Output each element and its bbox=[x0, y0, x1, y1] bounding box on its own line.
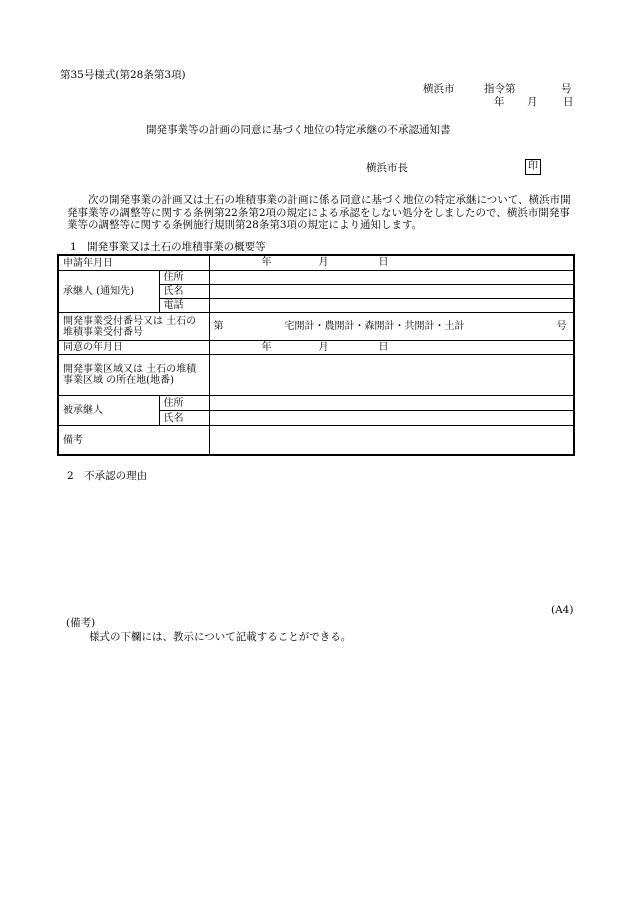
predecessor-label: 被承継人 bbox=[58, 396, 159, 426]
section2-heading: 2 不承認の理由 bbox=[67, 470, 148, 482]
notice-body-text: 次の開発事業の計画又は土石の堆積事業の計画に係る同意に基づく地位の特定承継について、横浜市開発事業等の調整等に関する条例第22条第2項の規定による承認をしない処分をしましたので、横浜市開発事業等の調整等に関する条例施行規則第28条第3項の規定により通知します。 bbox=[67, 194, 571, 231]
successor-label: 承継人 (通知先) bbox=[58, 271, 159, 313]
table-row bbox=[58, 355, 574, 396]
directive-number-suffix: 号 bbox=[561, 83, 572, 95]
receipt-number-suffix: 号 bbox=[556, 321, 567, 332]
remarks-heading: (備考) bbox=[66, 617, 96, 629]
consent-date-month: 月 bbox=[318, 342, 329, 353]
consent-date-label: 同意の年月日 bbox=[58, 341, 209, 355]
table-row bbox=[58, 271, 574, 285]
issue-date-month: 月 bbox=[527, 96, 538, 108]
directive-number-prefix: 指令第 bbox=[484, 83, 516, 95]
successor-phone-value bbox=[209, 299, 574, 313]
application-date-cell bbox=[209, 255, 574, 271]
successor-address-value bbox=[209, 271, 574, 285]
notes-value bbox=[209, 426, 574, 456]
form-number: 第35号様式(第28条第3項) bbox=[60, 69, 186, 81]
issue-date-day: 日 bbox=[563, 96, 574, 108]
predecessor-name-label: 氏名 bbox=[159, 411, 209, 426]
overview-table bbox=[57, 254, 575, 456]
application-date-year: 年 bbox=[261, 257, 272, 268]
predecessor-name-value bbox=[209, 411, 574, 426]
remarks-text: 様式の下欄には、教示について記載することができる。 bbox=[89, 631, 352, 643]
table-row bbox=[58, 313, 574, 341]
application-date-day: 日 bbox=[378, 257, 389, 268]
table-row bbox=[58, 255, 574, 271]
table-row bbox=[58, 426, 574, 456]
successor-name-label: 氏名 bbox=[159, 285, 209, 299]
receipt-number-label: 開発事業受付番号又は 土石の堆積事業受付番号 bbox=[58, 313, 209, 341]
table-row bbox=[58, 341, 574, 355]
table-row bbox=[58, 396, 574, 411]
receipt-number-cell bbox=[209, 313, 574, 341]
mayor-label: 横浜市長 bbox=[366, 162, 408, 174]
area-location-label: 開発事業区域又は 土石の堆積事業区域 の所在地(地番) bbox=[58, 355, 209, 396]
area-location-value bbox=[209, 355, 574, 396]
predecessor-address-value bbox=[209, 396, 574, 411]
consent-date-day: 日 bbox=[378, 342, 389, 353]
receipt-number-categories: 宅開計・農開計・森開計・共開計・土計 bbox=[284, 321, 465, 332]
paper-size-label: (A4) bbox=[551, 604, 574, 616]
consent-date-year: 年 bbox=[261, 342, 272, 353]
document-title: 開発事業等の計画の同意に基づく地位の特定承継の不承認通知書 bbox=[146, 124, 451, 136]
issue-date-year: 年 bbox=[494, 96, 505, 108]
section1-heading: 1 開発事業又は土石の堆積事業の概要等 bbox=[70, 241, 266, 253]
successor-name-value bbox=[209, 285, 574, 299]
successor-address-label: 住所 bbox=[159, 271, 209, 285]
city-label: 横浜市 bbox=[423, 83, 455, 95]
seal-mark: 印 bbox=[525, 159, 541, 175]
receipt-number-prefix: 第 bbox=[213, 321, 224, 332]
notes-label: 備考 bbox=[58, 426, 209, 456]
predecessor-address-label: 住所 bbox=[159, 396, 209, 411]
successor-phone-label: 電話 bbox=[159, 299, 209, 313]
application-date-label: 申請年月日 bbox=[58, 255, 209, 271]
application-date-month: 月 bbox=[318, 257, 329, 268]
consent-date-cell bbox=[209, 341, 574, 355]
